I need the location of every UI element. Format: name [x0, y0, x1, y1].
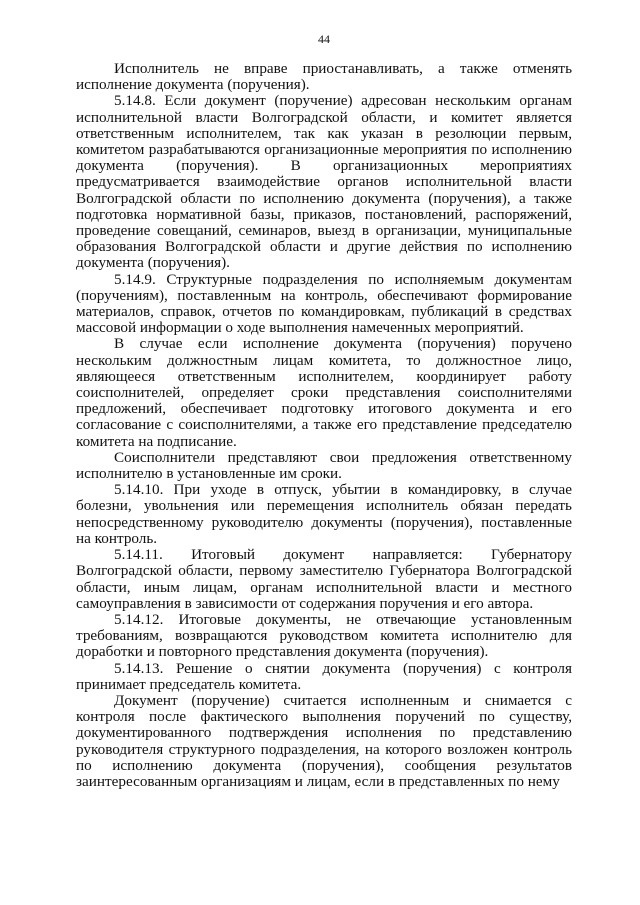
paragraph-executor-restriction: Исполнитель не вправе приостанавливать, а также отменять исполнение документа (поручения).: [76, 60, 572, 94]
paragraph-5-14-8: 5.14.8. Если документ (поручение) адресован нескольким органам исполнительной власти Волгоградской области, и комитет является ответственным исполнителем, так как указан в резолюции первым, комитетом разрабатываются организационные мероприятия по исполнению документа (поручения). В организационных мероприятиях предусматривается взаимодействие органов исполнительной власти Волгоградской области по исполнению документа (поручения), а также подготовка нормативной базы, приказов, постановлений, распоряжений, проведение совещаний, семинаров, выезд в организации, муниципальные образования Волгоградской области и другие действия по исполнению документа (поручения).: [76, 92, 572, 272]
paragraph-5-14-10: 5.14.10. При уходе в отпуск, убытии в командировку, в случае болезни, увольнения или перемещения исполнитель обязан передать непосредственному руководителю документы (поручения), поставленные на контроль.: [76, 481, 572, 547]
paragraph-multiple-officials: В случае если исполнение документа (поручения) поручено нескольким должностным лицам комитета, то должностное лицо, являющееся ответственным исполнителем, координирует работу соисполнителей, определяет сроки представления соисполнителями предложений, обеспечивает подготовку итогового документа и его согласование с соисполнителями, а также его представление председателю комитета на подписание.: [76, 335, 572, 450]
paragraph-document-completion: Документ (поручение) считается исполненным и снимается с контроля после фактического выполнения поручений по существу, документированного подтверждения исполнения по представлению руководителя структурного подразделения, на которого возложен контроль по исполнению документа (поручения), сообщения результатов заинтересованным организациям и лицам, если в представленных по нему: [76, 691, 572, 790]
paragraph-5-14-9: 5.14.9. Структурные подразделения по исполняемым документам (поручениям), поставленным на контроль, обеспечивают формирование материалов, справок, отчетов по командировкам, публикаций в средствах массовой информации о ходе выполнения намеченных мероприятий.: [76, 270, 572, 337]
paragraph-5-14-11: 5.14.11. Итоговый документ направляется: Губернатору Волгоградской области, первому заместителю Губернатора Волгоградской области, иным лицам, органам исполнительной власти и местного самоуправления в зависимости от содержания поручения и его автора.: [76, 546, 572, 612]
document-page: [76, 32, 572, 790]
paragraph-co-executors: Соисполнители представляют свои предложения ответственному исполнителю в установленные им сроки.: [76, 448, 572, 483]
page-number: 44: [318, 32, 330, 46]
paragraph-5-14-13: 5.14.13. Решение о снятии документа (поручения) с контроля принимает председатель комитета.: [76, 659, 572, 693]
paragraph-5-14-12: 5.14.12. Итоговые документы, не отвечающие установленным требованиям, возвращаются руководством комитета исполнителю для доработки и повторного представления документа (поручения).: [76, 610, 572, 661]
